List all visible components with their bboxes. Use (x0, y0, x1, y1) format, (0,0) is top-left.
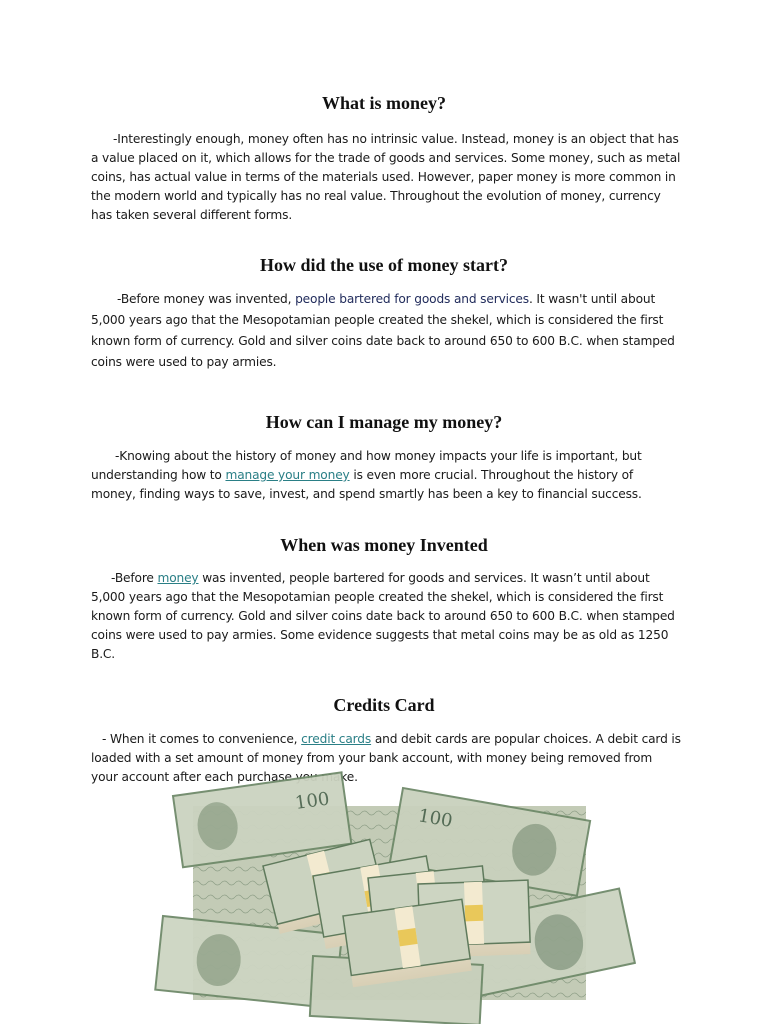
heading-when-money-invented: When was money Invented (280, 535, 488, 555)
paragraph-manage-money (91, 447, 681, 504)
paragraph-text-pre: - When it comes to convenience, (102, 732, 302, 746)
heading-credits-card: Credits Card (333, 695, 435, 715)
paragraph-text-post: was invented, people bartered for goods and services. It wasn’t until about 5,000 years ago that the Mesopotamian people created the shekel, which is considered the first known form of currency. Gold and silver coins date back to around 650 to 600 B.C. when stamped coins were used to pay armies. Some evidence suggests that metal coins may be as old as 1250 B.C. (91, 571, 675, 661)
svg-text:100: 100 (416, 805, 455, 832)
paragraph-text: -Interestingly enough, money often has no intrinsic value. Instead, money is an object that has a value placed on it, which allows for the trade of goods and services. Some money, such as metal coins, has actual value in terms of the materials used. However, paper money is more common in the modern world and typically has no real value. Throughout the evolution of money, currency has taken several different forms. (91, 132, 681, 222)
highlighted-phrase: people bartered for goods and services (295, 292, 529, 306)
heading-what-is-money: What is money? (321, 93, 446, 113)
paragraph-what-is-money (91, 130, 681, 225)
heading-use-of-money-start: How did the use of money start? (260, 255, 508, 275)
paragraph-text-pre: -Knowing about the history of money and how money impacts your life is important, but understanding how to (91, 449, 642, 482)
svg-text:100: 100 (293, 788, 331, 814)
money-stacks-image (193, 788, 586, 1000)
paragraph-text-post: . It wasn't until about 5,000 years ago that the Mesopotamian people created the shekel, which is considered the first known form of currency. Gold and silver coins date back to around 650 to 600 B.C. when stamped coins were used to pay armies. (91, 292, 675, 369)
paragraph-text-pre: -Before money was invented, (117, 292, 296, 306)
credit-cards-link[interactable]: credit cards (301, 732, 372, 746)
manage-your-money-link[interactable]: manage your money (225, 468, 350, 482)
paragraph-use-of-money-start (91, 289, 681, 373)
paragraph-when-money-invented (91, 569, 681, 664)
money-stacks-illustration (193, 788, 586, 1000)
heading-manage-money: How can I manage my money? (265, 412, 503, 432)
paragraph-credits-card (91, 730, 681, 787)
money-link[interactable]: money (157, 571, 199, 585)
paragraph-text-post: and debit cards are popular choices. A debit card is loaded with a set amount of money from your bank account, with money being removed from your account after each purchase you make. (91, 732, 681, 784)
paragraph-text-pre: -Before (111, 571, 158, 585)
paragraph-text-post: is even more crucial. Throughout the history of money, finding ways to save, invest, and spend smartly has been a key to financial success. (91, 468, 642, 501)
